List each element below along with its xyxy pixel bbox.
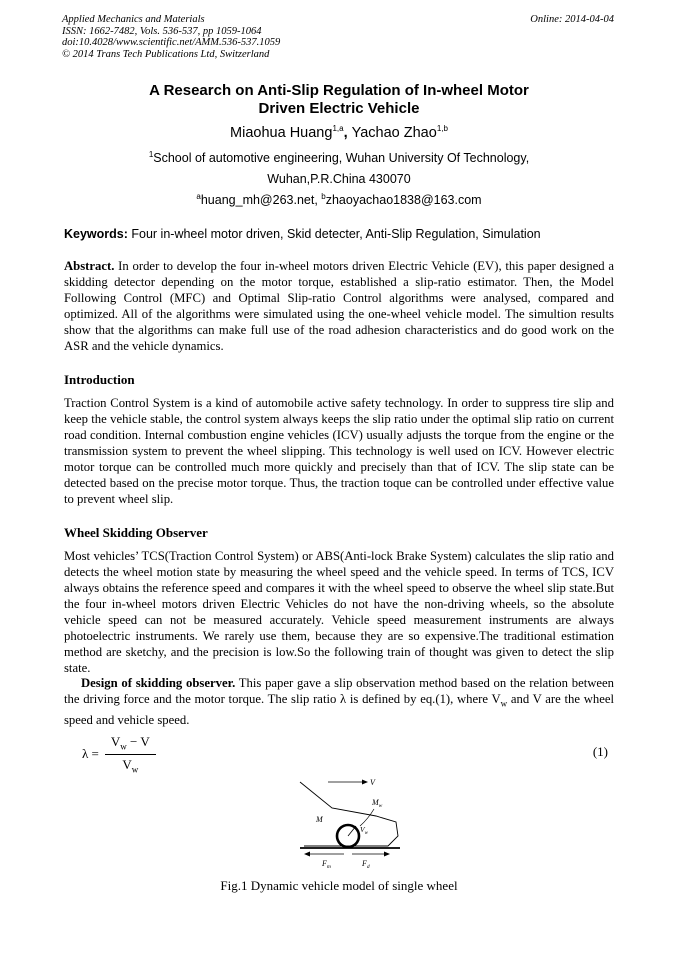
numerator-sub: w [120, 741, 127, 752]
vehicle-body [300, 782, 398, 846]
design-sub-w: w [500, 698, 508, 709]
author-2-affiliation: 1,b [436, 124, 448, 134]
figure-caption: Fig.1 Dynamic vehicle model of single wheel [220, 878, 458, 893]
design-text-a: This paper gave a slip observation method based on the relation between the driving force and the motor torque. The slip ratio λ is defined by eq.(1), where V [64, 676, 614, 706]
keywords [64, 226, 616, 242]
doi-line: doi:10.4028/www.scientific.net/AMM.536-537.1059 [62, 37, 281, 48]
email-b-marker: b [321, 191, 326, 201]
equation-fraction [105, 734, 156, 774]
journal-name: Applied Mechanics and Materials [62, 14, 205, 25]
online-date: Online: 2014-04-04 [530, 14, 614, 25]
keywords-text: Four in-wheel motor driven, Skid detecter, Anti-Slip Regulation, Simulation [127, 227, 541, 241]
affiliation-line-2: Wuhan,P.R.China 430070 [267, 172, 411, 186]
force-fd-arrow [352, 852, 390, 857]
label-m: M [316, 815, 323, 824]
label-fd: $F_d$ [362, 859, 370, 870]
section-heading-wheel-skidding: Wheel Skidding Observer [64, 525, 208, 540]
equation-slip-ratio [82, 734, 156, 774]
paper-title [62, 82, 616, 118]
author-1-affiliation: 1,a [332, 124, 344, 134]
affiliation-line-1 [62, 150, 616, 166]
affiliation-text-1: School of automotive engineering, Wuhan University Of Technology, [153, 151, 530, 165]
equation-numerator [105, 734, 156, 755]
force-fm-arrow [304, 852, 344, 857]
author-separator: , [343, 125, 352, 141]
title-line-1: A Research on Anti-Slip Regulation of In-wheel Motor [149, 82, 529, 99]
moment-arrow [360, 809, 374, 826]
label-vw: $V_w$ [360, 825, 368, 836]
title-line-2: Driven Electric Vehicle [258, 100, 420, 117]
copyright-line: © 2014 Trans Tech Publications Ltd, Switzerland [62, 48, 270, 60]
keywords-label: Keywords: [64, 227, 128, 241]
author-list [62, 124, 616, 142]
author-1: Miaohua Huang [230, 125, 333, 141]
design-text-b: and V are the wheel speed and vehicle speed. [64, 692, 614, 727]
numerator-rest: − V [126, 734, 150, 749]
abstract-text: In order to develop the four in-wheel motors driven Electric Vehicle (EV), this paper designed a skidding detector depending on the motor torque, established a slip-ratio estimator. Then, the Model Following Control (MFC) and Optimal Slip-ratio Control algorithms were analysed, compared and optimized. All of the algorithms were simulated using the one-wheel vehicle model. The simultion results show that the algorithms can make full use of the road adhesion characteristics and do good work on the ASR and the vehicle dynamics. [64, 259, 614, 353]
author-2: Yachao Zhao [351, 125, 437, 141]
email-line [62, 192, 616, 208]
issn-line: ISSN: 1662-7482, Vols. 536-537, pp 1059-1064 [62, 25, 262, 37]
design-paragraph [64, 675, 614, 728]
numerator-v: V [110, 734, 121, 749]
vehicle-wheel-diagram [290, 774, 410, 874]
velocity-arrow [328, 780, 368, 785]
journal-header [62, 14, 614, 60]
email-a: huang_mh@263.net, [200, 193, 322, 207]
section-heading-introduction: Introduction [64, 372, 135, 387]
equation-lhs: λ = [82, 746, 99, 762]
affiliation-number: 1 [148, 149, 154, 159]
equation-denominator [122, 755, 138, 775]
email-b: zhaoyachao1838@163.com [325, 193, 482, 207]
equation-number: (1) [592, 744, 608, 759]
abstract-label: Abstract. [64, 259, 115, 273]
abstract [64, 258, 614, 354]
email-a-marker: a [196, 191, 201, 201]
wheel-skidding-text: Most vehicles’ TCS(Traction Control System) or ABS(Anti-lock Brake System) calculates the slip ratio and detects the wheel motion state by measuring the wheel speed and the vehicle speed. In terms of TCS, ICV always obtains the reference speed and compares it with the wheel speed to observe the wheel slip state.But the four in-wheel motors driven Electric Vehicles do not have the non-driving wheels, so the absolute vehicle speed can not be measured accurately. Vehicle speed measurement instruments are always photoelectric instruments. We rarely use them, because they are so expensive.The traditional estimation method are sketchy, and the precision is low.So the following train of thought was given to detect the slip state. [64, 549, 614, 675]
label-fm: $F_m$ [322, 859, 331, 870]
denominator-v: V [122, 756, 132, 772]
wheel-spoke [348, 826, 356, 836]
label-v: V [370, 778, 375, 787]
introduction-text: Traction Control System is a kind of automobile active safety technology. In order to suppress tire slip and keep the vehicle stable, the control system always keeps the slip ratio under the optimal slip ratio on current road condition. Internal combustion engine vehicles (ICV) usually adjusts the torque from the engine or the transmission system to prevent the wheel slipping. This technology is well used on ICV. However electric motor torque can be controlled much more quickly and precisely than that of ICV. The slip state can be detected based on the precise motor torque. Thus, the traction toque can be controlled under effective value to prevent wheel slip. [64, 396, 614, 506]
label-mw: $M_w$ [372, 798, 383, 809]
denominator-sub: w [131, 764, 139, 775]
design-label: Design of skidding observer. [81, 676, 236, 690]
